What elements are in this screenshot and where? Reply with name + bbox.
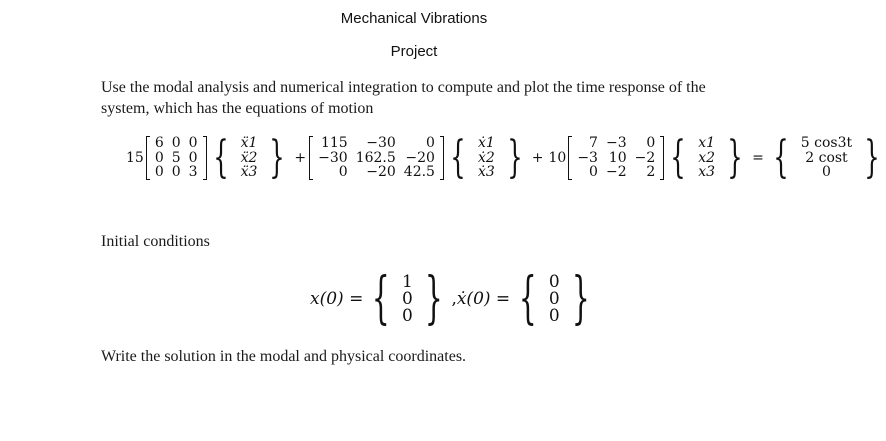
x0-vector: [399, 271, 416, 326]
damping-matrix-cell: 162.5: [355, 149, 396, 166]
left-brace-icon: {: [372, 266, 391, 331]
xdot0-label: ẋ(0) =: [456, 289, 511, 309]
left-brace-icon: {: [212, 132, 229, 183]
right-brace-icon: }: [727, 132, 743, 183]
stiffness-matrix-cell: −2: [605, 164, 627, 181]
force-vector-entry: 2 cost: [805, 149, 848, 166]
equation-of-motion: [124, 130, 886, 186]
stiffness-matrix-cell: −3: [605, 135, 627, 152]
right-brace-icon: }: [424, 266, 443, 331]
course-title: Mechanical Vibrations: [340, 10, 488, 27]
damping-matrix-cell: 115: [320, 135, 348, 152]
displacement-vector-entry: x3: [698, 164, 716, 181]
damping-matrix-cell: 0: [426, 135, 435, 152]
stiffness-matrix: [568, 136, 664, 180]
project-subtitle: Project: [390, 43, 438, 60]
displacement-vector-entry: x1: [698, 135, 716, 152]
x0-label: x(0) =: [310, 289, 364, 309]
force-vector-entry: 5 cos3t: [800, 135, 853, 152]
right-brace-icon: }: [571, 266, 590, 331]
damping-matrix-cell: −30: [318, 149, 348, 166]
force-vector-entry: 0: [822, 164, 831, 181]
velocity-vector-entry: ẋ2: [477, 149, 495, 166]
mass-scalar: 15: [126, 150, 144, 166]
xdot0-vector-entry: 0: [548, 288, 560, 309]
problem-statement: [101, 77, 706, 119]
force-vector: [795, 136, 858, 180]
stiffness-matrix-cell: 10: [608, 149, 627, 166]
mass-matrix-cell: 0: [171, 135, 181, 152]
xdot0-vector-entry: 0: [548, 271, 560, 292]
stiffness-scalar: 10: [548, 150, 567, 166]
mass-matrix-cell: 5: [171, 149, 181, 166]
damping-matrix-cell: 0: [338, 164, 348, 181]
displacement-vector: [692, 136, 721, 180]
velocity-vector-entry: ẋ1: [477, 135, 495, 152]
damping-matrix-cell: −30: [366, 135, 396, 152]
mass-matrix-cell: 0: [154, 149, 164, 166]
damping-matrix-cell: 42.5: [403, 164, 435, 181]
stiffness-matrix-cell: 0: [646, 135, 656, 152]
mass-matrix-cell: 0: [188, 135, 198, 152]
stiffness-matrix-cell: 7: [589, 135, 598, 152]
acceleration-vector-entry: ẍ3: [240, 164, 258, 181]
comma: ,: [451, 289, 457, 309]
mass-matrix-cell: 0: [154, 164, 164, 181]
displacement-vector-entry: x2: [698, 149, 716, 166]
equals-sign: =: [752, 150, 764, 166]
stiffness-matrix-cell: −3: [577, 149, 598, 166]
left-brace-icon: {: [450, 132, 466, 183]
stiffness-matrix-cell: 2: [646, 164, 656, 181]
x0-vector-entry: 0: [401, 288, 413, 309]
mass-matrix-cell: 0: [188, 149, 198, 166]
left-brace-icon: {: [670, 132, 686, 183]
acceleration-vector-entry: ẍ2: [240, 149, 258, 166]
mass-matrix-cell: 6: [154, 135, 164, 152]
mass-matrix-cell: 0: [171, 164, 181, 181]
left-brace-icon: {: [519, 266, 537, 331]
right-brace-icon: }: [269, 132, 286, 183]
statement-line-2: system, which has the equations of motion: [101, 100, 374, 117]
initial-conditions-equation: [310, 266, 598, 332]
left-brace-icon: {: [773, 132, 789, 183]
statement-line-1: Use the modal analysis and numerical integration to compute and plot the time response of the: [101, 79, 706, 96]
x0-vector-entry: 1: [401, 271, 413, 292]
right-brace-icon: }: [864, 132, 880, 183]
stiffness-matrix-cell: 0: [589, 164, 598, 181]
damping-matrix-cell: −20: [366, 164, 396, 181]
plus-sign: +: [531, 150, 544, 166]
velocity-vector: [472, 136, 501, 180]
mass-matrix: [146, 136, 207, 180]
damping-matrix: [309, 136, 444, 180]
stiffness-matrix-cell: −2: [634, 149, 656, 166]
mass-matrix-cell: 3: [188, 164, 198, 181]
x0-vector-entry: 0: [401, 305, 413, 326]
velocity-vector-entry: ẋ3: [477, 164, 495, 181]
acceleration-vector: [235, 136, 264, 180]
closing-instruction: Write the solution in the modal and physical coordinates.: [101, 348, 467, 365]
xdot0-vector: [546, 271, 563, 326]
initial-conditions-label: Initial conditions: [101, 233, 210, 250]
damping-matrix-cell: −20: [405, 149, 435, 166]
acceleration-vector-entry: ẍ1: [240, 135, 258, 152]
xdot0-vector-entry: 0: [548, 305, 560, 326]
right-brace-icon: }: [507, 132, 523, 183]
plus-sign: +: [294, 150, 307, 166]
